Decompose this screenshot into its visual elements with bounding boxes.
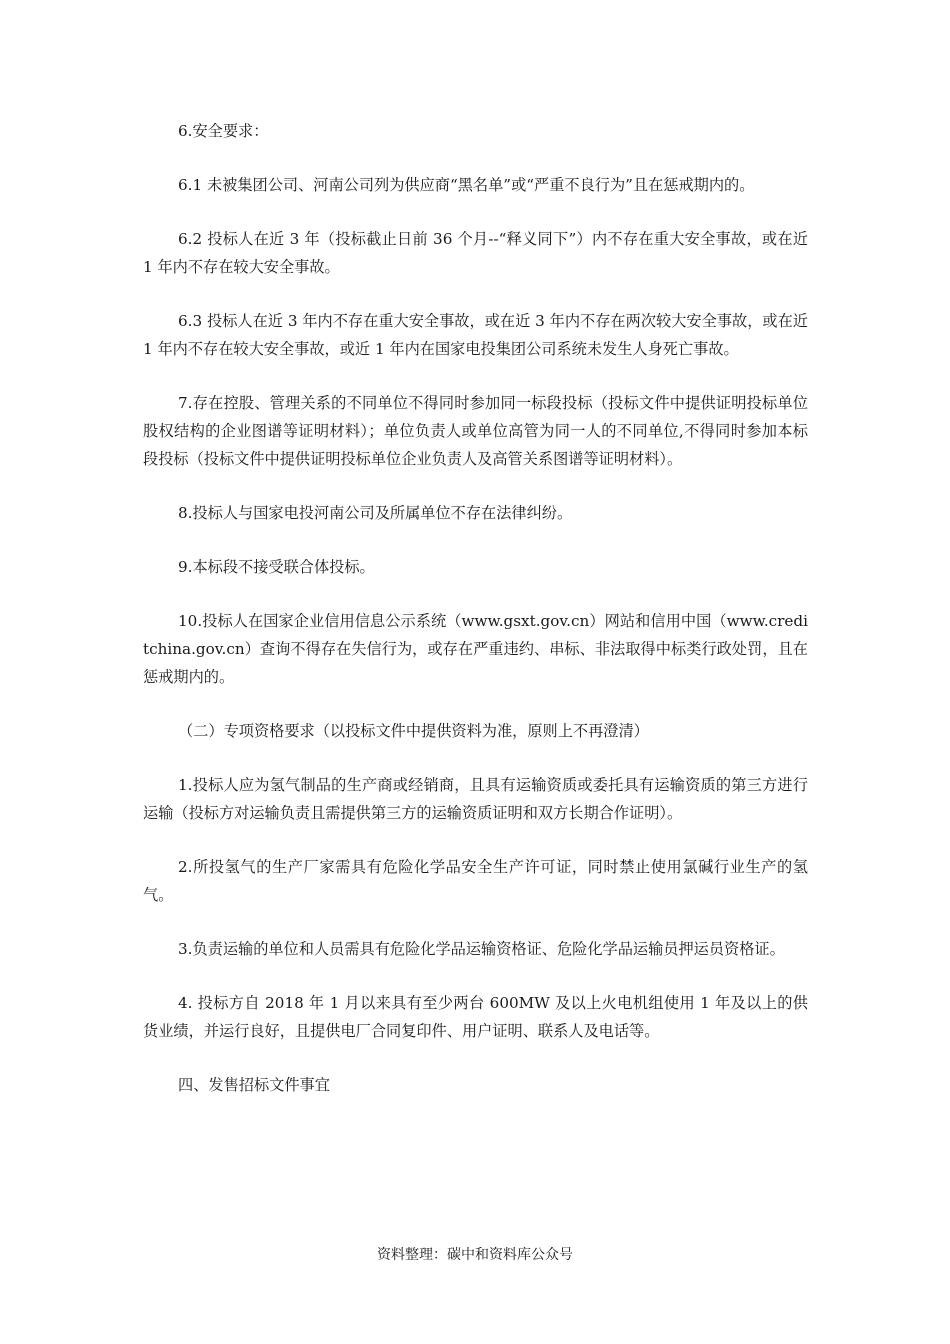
paragraph-6: 6.安全要求： (178, 122, 269, 140)
paragraph-9: 9.本标段不接受联合体投标。 (178, 558, 375, 576)
special-paragraph-2: 2.所投氢气的生产厂家需具有危险化学品安全生产许可证，同时禁止使用氯碱行业生产的氢气。 (143, 858, 808, 904)
special-paragraph-3: 3.负责运输的单位和人员需具有危险化学品运输资格证、危险化学品运输员押运员资格证。 (178, 940, 785, 958)
special-paragraph-4: 4. 投标方自 2018 年 1 月以来具有至少两台 600MW 及以上火电机组使用 1 年及以上的供货业绩，并运行良好，且提供电厂合同复印件、用户证明、联系人及电话等。 (143, 994, 808, 1040)
document-body (143, 117, 808, 1125)
paragraph-8: 8.投标人与国家电投河南公司及所属单位不存在法律纠纷。 (178, 504, 573, 522)
paragraph-6-1: 6.1 未被集团公司、河南公司列为供应商“黑名单”或“严重不良行为”且在惩戒期内的。 (178, 176, 755, 194)
paragraph-7: 7.存在控股、管理关系的不同单位不得同时参加同一标段投标（投标文件中提供证明投标单位股权结构的企业图谱等证明材料）；单位负责人或单位高管为同一人的不同单位,不得同时参加本标段投标（投标文件中提供证明投标单位企业负责人及高管关系图谱等证明材料）。 (143, 394, 808, 468)
page-footer: 资料整理：碳中和资料库公众号 (377, 1247, 573, 1263)
section-heading-special-qualifications: （二）专项资格要求（以投标文件中提供资料为准，原则上不再澄清） (178, 722, 649, 740)
paragraph-6-3: 6.3 投标人在近 3 年内不存在重大安全事故，或在近 3 年内不存在两次较大安全事故，或在近 1 年内不存在较大安全事故，或近 1 年内在国家电投集团公司系统未发生人身死亡事故。 (143, 312, 808, 358)
paragraph-6-2: 6.2 投标人在近 3 年（投标截止日前 36 个月--“释义同下”）内不存在重大安全事故，或在近 1 年内不存在较大安全事故。 (143, 230, 808, 276)
paragraph-10: 10.投标人在国家企业信用信息公示系统（www.gsxt.gov.cn）网站和信用中国（www.creditchina.gov.cn）查询不得存在失信行为，或存在严重违约、串标、非法取得中标类行政处罚，且在惩戒期内的。 (143, 612, 808, 686)
section-heading-tender-sale: 四、发售招标文件事宜 (178, 1076, 330, 1094)
special-paragraph-1: 1.投标人应为氢气制品的生产商或经销商，且具有运输资质或委托具有运输资质的第三方进行运输（投标方对运输负责且需提供第三方的运输资质证明和双方长期合作证明）。 (143, 776, 808, 822)
